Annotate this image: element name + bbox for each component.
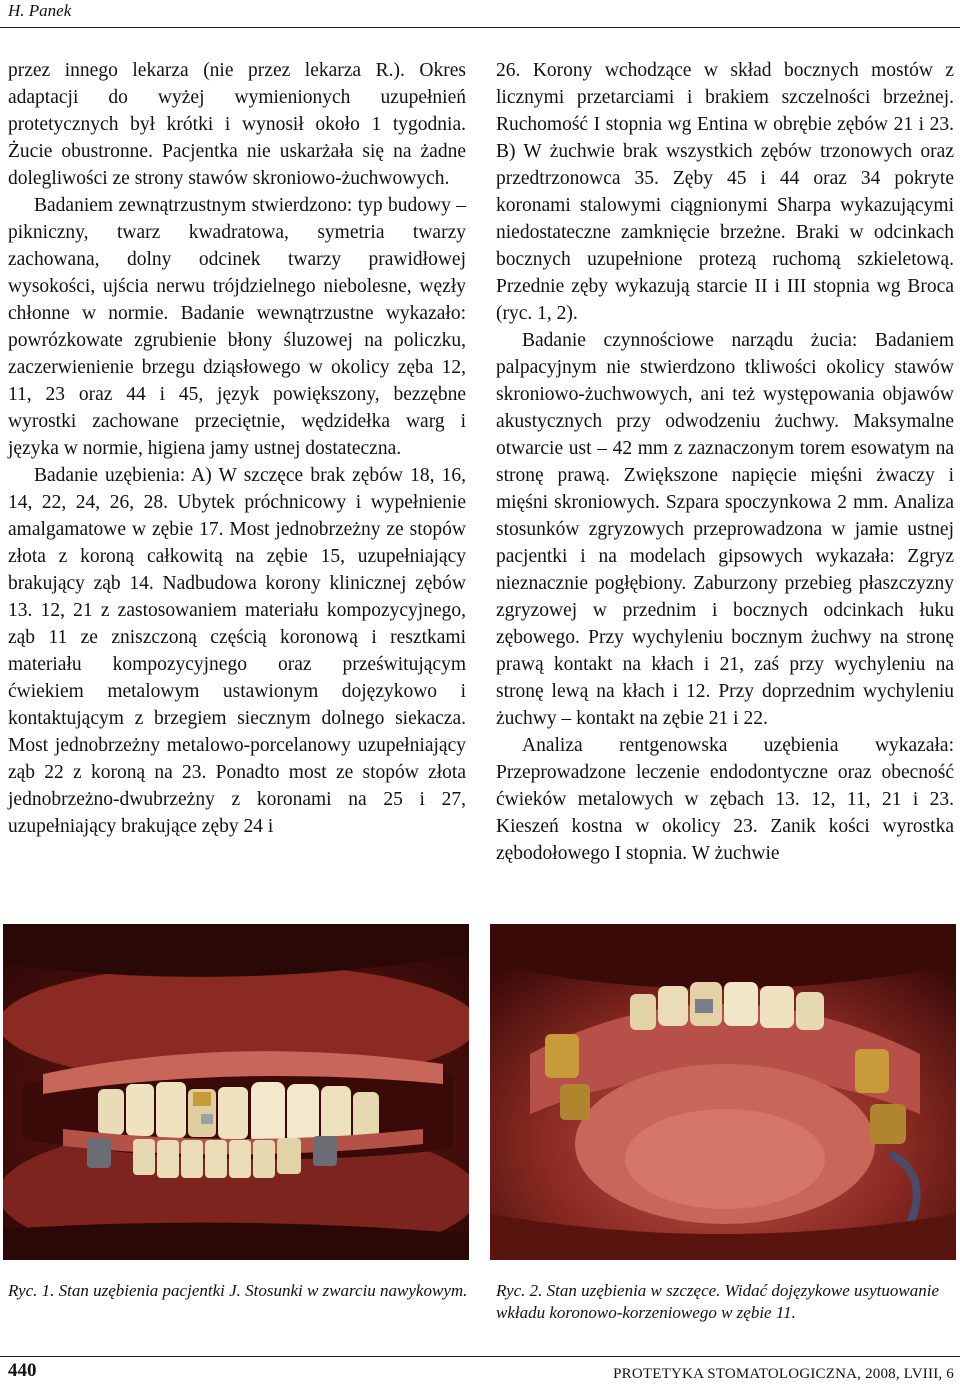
paragraph: Badanie uzębienia: A) W szczęce brak zębów 18, 16, 14, 22, 24, 26, 28. Ubytek próchnicowy i wypełnienie amalgamatowe w zębie 17. Most jednobrzeżny ze stopów złota z koroną całkowitą na zębie 15, uzupełniający brakujący ząb 14. Nadbudowa korony klinicznej zębów 13. 12, 21 z zastosowaniem materiału kompozycyjnego, ząb 11 ze zniszczoną częścią koronową i resztkami materiału kompozycyjnego oraz prześwitującym ćwiekiem metalowym ustawionym dojęzykowo i kontaktującym z brzegiem siecznym dolnego siekacza. Most jednobrzeżny metalowo-porcelanowy uzupełniający ząb 22 z koroną na 23. Ponadto most ze stopów złota jednobrzeżno-dwubrzeżny z koronami na 25 i 27, uzupełniający brakujące zęby 24 i <box>8 465 466 837</box>
maxilla-photo <box>490 924 956 1260</box>
paragraph: przez innego lekarza (nie przez lekarza R.). Okres adaptacji do wyżej wymienionych uzupełnień protetycznych był krótki i wynosił około 1 tygodnia. Żucie obustronne. Pacjentka nie uskarżała się na żadne dolegliwości ze strony stawów skroniowo-żuchwowych. <box>8 60 466 189</box>
paragraph: Analiza rentgenowska uzębienia wykazała: Przeprowadzone leczenie endodontyczne oraz obecność ćwieków metalowych w zębach 13. 12, 11, 21 i 23. Kieszeń kostna w okolicy 23. Zanik kości wyrostka zębodołowego I stopnia. W żuchwie <box>496 735 954 864</box>
running-head: H. Panek <box>8 1 72 20</box>
occlusion-photo <box>3 924 469 1260</box>
figure-1-caption: Ryc. 1. Stan uzębienia pacjentki J. Stosunki w zwarciu nawykowym. <box>8 1281 468 1300</box>
journal-footer: PROTETYKA STOMATOLOGICZNA, 2008, LVIII, 6 <box>613 1366 954 1382</box>
paragraph: Badaniem zewnątrzustnym stwierdzono: typ budowy – pikniczny, twarz kwadratowa, symetria twarzy zachowana, dolny odcinek twarzy prawidłowej wysokości, ujścia nerwu trójdzielnego niebolesne, węzły chłonne w normie. Badanie wewnątrzustne wykazało: powrózkowate zgrubienie błony śluzowej na policzku, zaczerwienienie brzegu dziąsłowego w okolicy zęba 12, 11, 23 oraz 44 i 45, język powiększony, bezzębne wyrostki zachowane przeciętnie, wędzidełka warg i języka w normie, higiena jamy ustnej dostateczna. <box>8 195 466 459</box>
figure-2-caption: Ryc. 2. Stan uzębienia w szczęce. Widać dojęzykowe usytuowanie wkładu koronowo-korzeniowego w zębie 11. <box>496 1281 940 1322</box>
header-rule <box>0 27 960 28</box>
paragraph: 26. Korony wchodzące w skład bocznych mostów z licznymi przetarciami i brakiem szczelności brzeżnej. Ruchomość I stopnia wg Entina w obrębie zębów 21 i 23. B) W żuchwie brak wszystkich zębów trzonowych oraz przedtrzonowca 35. Zęby 45 i 44 oraz 34 pokryte koronami stalowymi ciągnionymi Sharpa wykazującymi niedostateczne zamknięcie brzeżne. Braki w odcinkach bocznych uzupełnione protezą ruchomą szkieletową. Przednie zęby wykazują starcie II i III stopnia wg Broca (ryc. 1, 2). <box>496 60 954 324</box>
page-number: 440 <box>8 1360 37 1381</box>
figure-2-photo <box>490 924 956 1260</box>
paragraph: Badanie czynnościowe narządu żucia: Badaniem palpacyjnym nie stwierdzono tkliwości okolicy stawów skroniowo-żuchwowych, ani też występowania objawów akustycznych przy odwodzeniu żuchwy. Maksymalne otwarcie ust – 42 mm z zaznaczonym torem esowatym na stronę prawą. Zwiększone napięcie mięśni żwaczy i mięśni skroniowych. Szpara spoczynkowa 2 mm. Analiza stosunków zgryzowych przeprowadzona w jamie ustnej pacjentki i na modelach gipsowych wykazała: Zgryz nieznacznie pogłębiony. Zaburzony przebieg płaszczyzny zgryzowej w przednim i bocznych odcinkach łuku zębowego. Przy wychyleniu bocznym żuchwy na stronę prawą kontakt na kłach i 21, zaś przy wychyleniu na stronę lewą na kłach i 12. Przy doprzednim wychyleniu żuchwy – kontakt na zębie 21 i 22. <box>496 330 954 729</box>
footer-rule <box>0 1356 960 1357</box>
figure-1-photo <box>3 924 469 1260</box>
right-column <box>496 57 954 867</box>
left-column <box>8 57 466 840</box>
